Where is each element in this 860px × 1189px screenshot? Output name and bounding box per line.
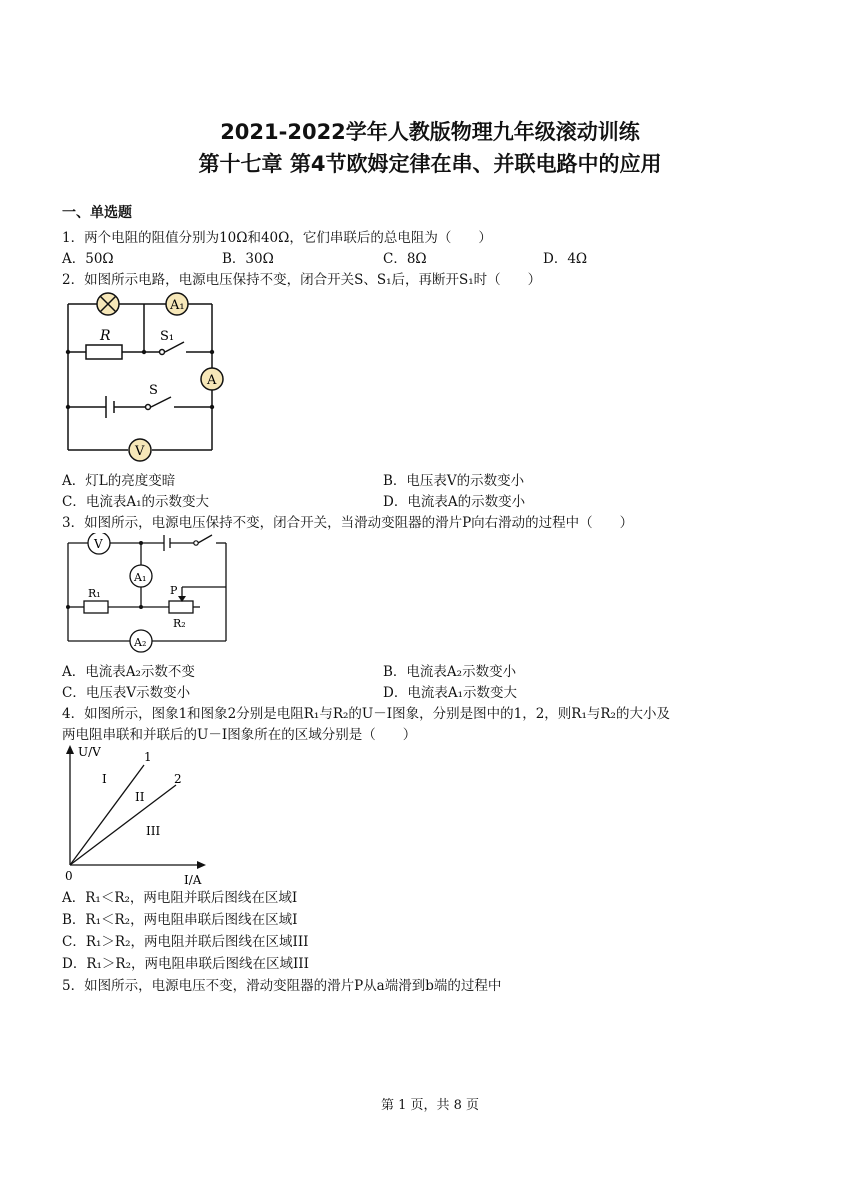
q2-option-d: D．电流表A的示数变小 bbox=[383, 494, 526, 510]
q3-option-b: B．电流表A₂示数变小 bbox=[383, 664, 517, 680]
q3-label-p: P bbox=[170, 584, 178, 597]
q1-option-c: C．8Ω bbox=[383, 251, 427, 267]
q4-y-axis-label: U/V bbox=[78, 745, 101, 759]
q4-line-1-label: 1 bbox=[144, 750, 152, 764]
q4-line-1 bbox=[70, 765, 144, 865]
q2-lamp-symbol bbox=[97, 293, 119, 315]
q4-option-a: A．R₁＜R₂，两电阻并联后图线在区域I bbox=[62, 890, 298, 906]
q1-option-b: B．30Ω bbox=[222, 251, 274, 267]
q2-label-r: R bbox=[100, 328, 111, 344]
q3-option-d: D．电流表A₁示数变大 bbox=[383, 685, 517, 701]
q3-label-r2: R₂ bbox=[173, 617, 186, 630]
q3-label-r1: R₁ bbox=[88, 587, 101, 600]
q4-region-3-label: III bbox=[146, 824, 161, 838]
q2-option-b: B．电压表V的示数变小 bbox=[383, 473, 525, 489]
q4-stem-line-1: 4．如图所示，图象1和图象2分别是电阻R₁与R₂的U－I图象，分别是图中的1，2，则R₁与R₂的大小及 bbox=[62, 706, 670, 722]
q4-region-2-label: II bbox=[135, 790, 145, 804]
q2-label-s: S bbox=[149, 383, 158, 398]
q3-label-v: V bbox=[94, 537, 103, 551]
q2-resistor-r bbox=[86, 345, 122, 359]
q1-stem: 1．两个电阻的阻值分别为10Ω和40Ω，它们串联后的总电阻为（ ） bbox=[62, 230, 492, 246]
q4-region-1-label: I bbox=[102, 772, 107, 786]
q3-circuit-diagram bbox=[60, 533, 235, 658]
q2-circuit-diagram bbox=[60, 290, 230, 465]
q4-line-2-label: 2 bbox=[174, 772, 182, 786]
q2-label-a1: A₁ bbox=[170, 298, 185, 313]
q4-stem-line-2: 两电阻串联和并联后的U－I图象所在的区域分别是（ ） bbox=[62, 727, 417, 743]
q2-label-s1: S₁ bbox=[160, 329, 175, 344]
q4-origin-label: 0 bbox=[65, 869, 73, 883]
q5-stem: 5．如图所示，电源电压不变，滑动变阻器的滑片P从a端滑到b端的过程中 bbox=[62, 978, 502, 994]
title-line-2: 第十七章 第4节欧姆定律在串、并联电路中的应用 bbox=[198, 152, 662, 176]
q4-option-b: B．R₁＜R₂，两电阻串联后图线在区域I bbox=[62, 912, 298, 928]
q4-ui-graph bbox=[60, 743, 220, 888]
q3-stem: 3．如图所示，电源电压保持不变，闭合开关，当滑动变阻器的滑片P向右滑动的过程中（ ） bbox=[62, 515, 634, 531]
q3-option-a: A．电流表A₂示数不变 bbox=[62, 664, 195, 680]
q3-resistor-r1 bbox=[84, 601, 108, 613]
q2-option-c: C．电流表A₁的示数变大 bbox=[62, 494, 209, 510]
q1-option-a: A．50Ω bbox=[62, 251, 114, 267]
q2-label-a: A bbox=[207, 373, 217, 388]
q2-label-v: V bbox=[135, 444, 145, 459]
q4-option-c: C．R₁＞R₂，两电阻并联后图线在区域III bbox=[62, 934, 309, 950]
q3-label-a1: A₁ bbox=[134, 571, 147, 584]
q3-option-c: C．电压表V示数变小 bbox=[62, 685, 191, 701]
title-line-1: 2021-2022学年人教版物理九年级滚动训练 bbox=[220, 120, 640, 144]
q2-stem: 2．如图所示电路，电源电压保持不变，闭合开关S、S₁后，再断开S₁时（ ） bbox=[62, 272, 542, 288]
q3-label-a2: A₂ bbox=[134, 636, 147, 649]
q2-option-a: A．灯L的亮度变暗 bbox=[62, 473, 176, 489]
page-footer: 第 1 页，共 8 页 bbox=[380, 1098, 480, 1113]
q4-x-axis-label: I/A bbox=[184, 873, 202, 887]
q4-option-d: D．R₁＞R₂，两电阻串联后图线在区域III bbox=[62, 956, 309, 972]
q3-rheostat-r2 bbox=[169, 601, 193, 613]
q1-option-d: D．4Ω bbox=[543, 251, 588, 267]
section-heading: 一、单选题 bbox=[62, 205, 132, 221]
